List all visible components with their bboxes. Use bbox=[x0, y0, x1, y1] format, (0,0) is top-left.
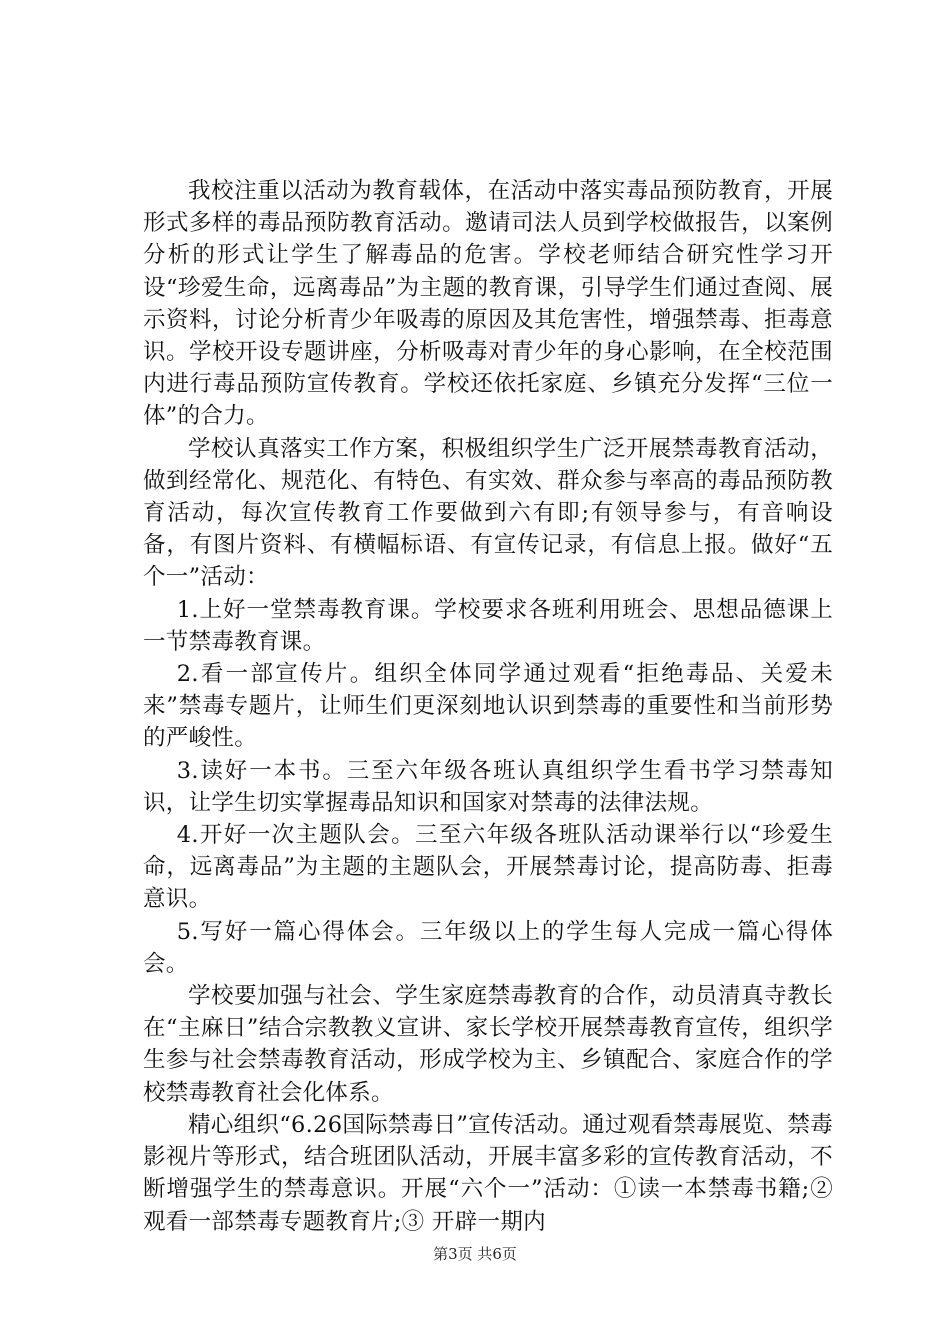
paragraph-cooperation: 学校要加强与社会、学生家庭禁毒教育的合作，动员清真寺教长在“主麻日”结合宗教教义宣讲、家长学校开展禁毒教育宣传，组织学生参与社会禁毒教育活动，形成学校为主、乡镇配合、家庭合作的学校禁毒教育社会化体系。 bbox=[143, 983, 833, 1106]
list-item-book: 3.读好一本书。三至六年级各班认真组织学生看书学习禁毒知识，让学生切实掌握毒品知识和国家对禁毒的法律法规。 bbox=[143, 757, 833, 816]
paragraph-626-day: 精心组织“6.26国际禁毒日”宣传活动。通过观看禁毒展览、禁毒影视片等形式，结合班团队活动，开展丰富多彩的宣传教育活动，不断增强学生的禁毒意识。开展“六个一”活动：①读一本禁毒书籍;② 观看一部禁毒专题教育片;③ 开辟一期内 bbox=[143, 1111, 833, 1235]
list-item-reflection: 5.写好一篇心得体会。三年级以上的学生每人完成一篇心得体会。 bbox=[143, 918, 833, 977]
list-item-class-lesson: 1.上好一堂禁毒教育课。学校要求各班利用班会、思想品德课上一节禁毒教育课。 bbox=[143, 596, 833, 655]
paragraph-activities-intro: 我校注重以活动为教育载体，在活动中落实毒品预防教育，开展形式多样的毒品预防教育活动。邀请司法人员到学校做报告，以案例分析的形式让学生了解毒品的危害。学校老师结合研究性学习开设“珍爱生命，远离毒品”为主题的教育课，引导学生们通过查阅、展示资料，讨论分析青少年吸毒的原因及其危害性，增强禁毒、拒毒意识。学校开设专题讲座，分析吸毒对青少年的身心影响，在全校范围内进行毒品预防宣传教育。学校还依托家庭、乡镇充分发挥“三位一体”的合力。 bbox=[143, 178, 833, 430]
list-item-team-meeting: 4.开好一次主题队会。三至六年级各班队活动课举行以“珍爱生命，远离毒品”为主题的主题队会，开展禁毒讨论，提高防毒、拒毒意识。 bbox=[143, 822, 833, 913]
document-body bbox=[143, 175, 833, 1238]
page-number-footer: 第3页 共6页 bbox=[433, 1245, 517, 1263]
list-item-film: 2.看一部宣传片。组织全体同学通过观看“拒绝毒品、关爱未来”禁毒专题片，让师生们更深刻地认识到禁毒的重要性和当前形势的严峻性。 bbox=[143, 661, 833, 752]
paragraph-work-plan: 学校认真落实工作方案，积极组织学生广泛开展禁毒教育活动，做到经常化、规范化、有特色、有实效、群众参与率高的毒品预防教育活动，每次宣传教育工作要做到六有即;有领导参与，有音响设备，有图片资料、有横幅标语、有宣传记录，有信息上报。做好“五个一”活动： bbox=[143, 435, 833, 591]
